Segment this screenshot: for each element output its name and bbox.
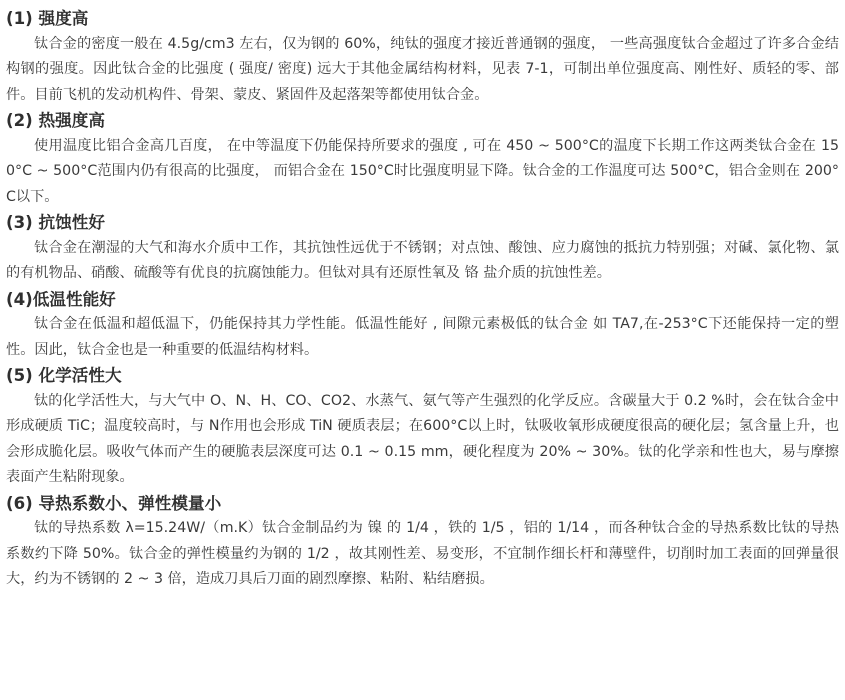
section-body: 钛合金在潮湿的大气和海水介质中工作，其抗蚀性远优于不锈钢；对点蚀、酸蚀、应力腐蚀的抵抗力特别强；对碱、氯化物、氯的有机物品、硝酸、硫酸等有优良的抗腐蚀能力。但钛对具有还原性氧及 铬 盐介质的抗蚀性差。 [6,239,839,281]
section-thermal-conductivity [6,491,839,593]
section-body: 钛的导热系数 λ=15.24W/（m.K）钛合金制品约为 镍 的 1/4 ，铁的 1/5 ，铝的 1/14 ，而各种钛合金的导热系数比钛的导热系数约下降 50%。钛合金的弹性模量约为钢的 1/2 ，故其刚性差、易变形，不宜制作细长杆和薄壁件，切削时加工表面的回弹量很大，约为不锈钢的 2 ~ 3 倍，造成刀具后刀面的剧烈摩擦、粘附、粘结磨损。 [6,520,839,587]
section-body: 钛合金在低温和超低温下，仍能保持其力学性能。低温性能好 , 间隙元素极低的钛合金 如 TA7,在-253°C下还能保持一定的塑性。因此，钛合金也是一种重要的低温结构材料。 [6,316,839,358]
section-body: 钛合金的密度一般在 4.5g/cm3 左右，仅为钢的 60%，纯钛的强度才接近普通钢的强度， 一些高强度钛合金超过了许多合金结构钢的强度。因此钛合金的比强度 ( 强度/ 密度) 远大于其他金属结构材料，见表 7-1，可制出单位强度高、刚性好、质轻的零、部件。目前飞机的发动机构件、骨架、蒙皮、紧固件及起落架等都使用钛合金。 [6,35,839,103]
section-corrosion-resistance [6,210,839,287]
section-title: (5) 化学活性大 [6,366,122,385]
section-title: (6) 导热系数小、弹性模量小 [6,493,222,513]
section-body: 使用温度比铝合金高几百度， 在中等温度下仍能保持所要求的强度 , 可在 450 ~ 500°C的温度下长期工作这两类钛合金在 150°C ~ 500°C范围内仍有很高的比强度， 而铝合金在 150°C时比强度明显下降。钛合金的工作温度可达 500°C，铝合金则在 200°C以下。 [6,137,839,205]
section-strength [6,6,839,108]
section-chemical-activity [6,363,839,491]
section-title: (2) 热强度高 [6,111,105,130]
section-low-temperature [6,287,839,364]
section-title: (1) 强度高 [6,9,89,28]
section-heat-strength [6,108,839,210]
section-title: (4)低温性能好 [6,289,116,309]
section-title: (3) 抗蚀性好 [6,213,105,232]
section-body: 钛的化学活性大，与大气中 O、N、H、CO、CO2、水蒸气、氨气等产生强烈的化学反应。含碳量大于 0.2 %时，会在钛合金中形成硬质 TiC；温度较高时，与 N作用也会形成 TiN 硬质表层；在600°C以上时，钛吸收氧形成硬度很高的硬化层；氢含量上升，也会形成脆化层。吸收气体而产生的硬脆表层深度可达 0.1 ~ 0.15 mm，硬化程度为 20% ~ 30%。钛的化学亲和性也大，易与摩擦表面产生粘附现象。 [6,392,839,485]
